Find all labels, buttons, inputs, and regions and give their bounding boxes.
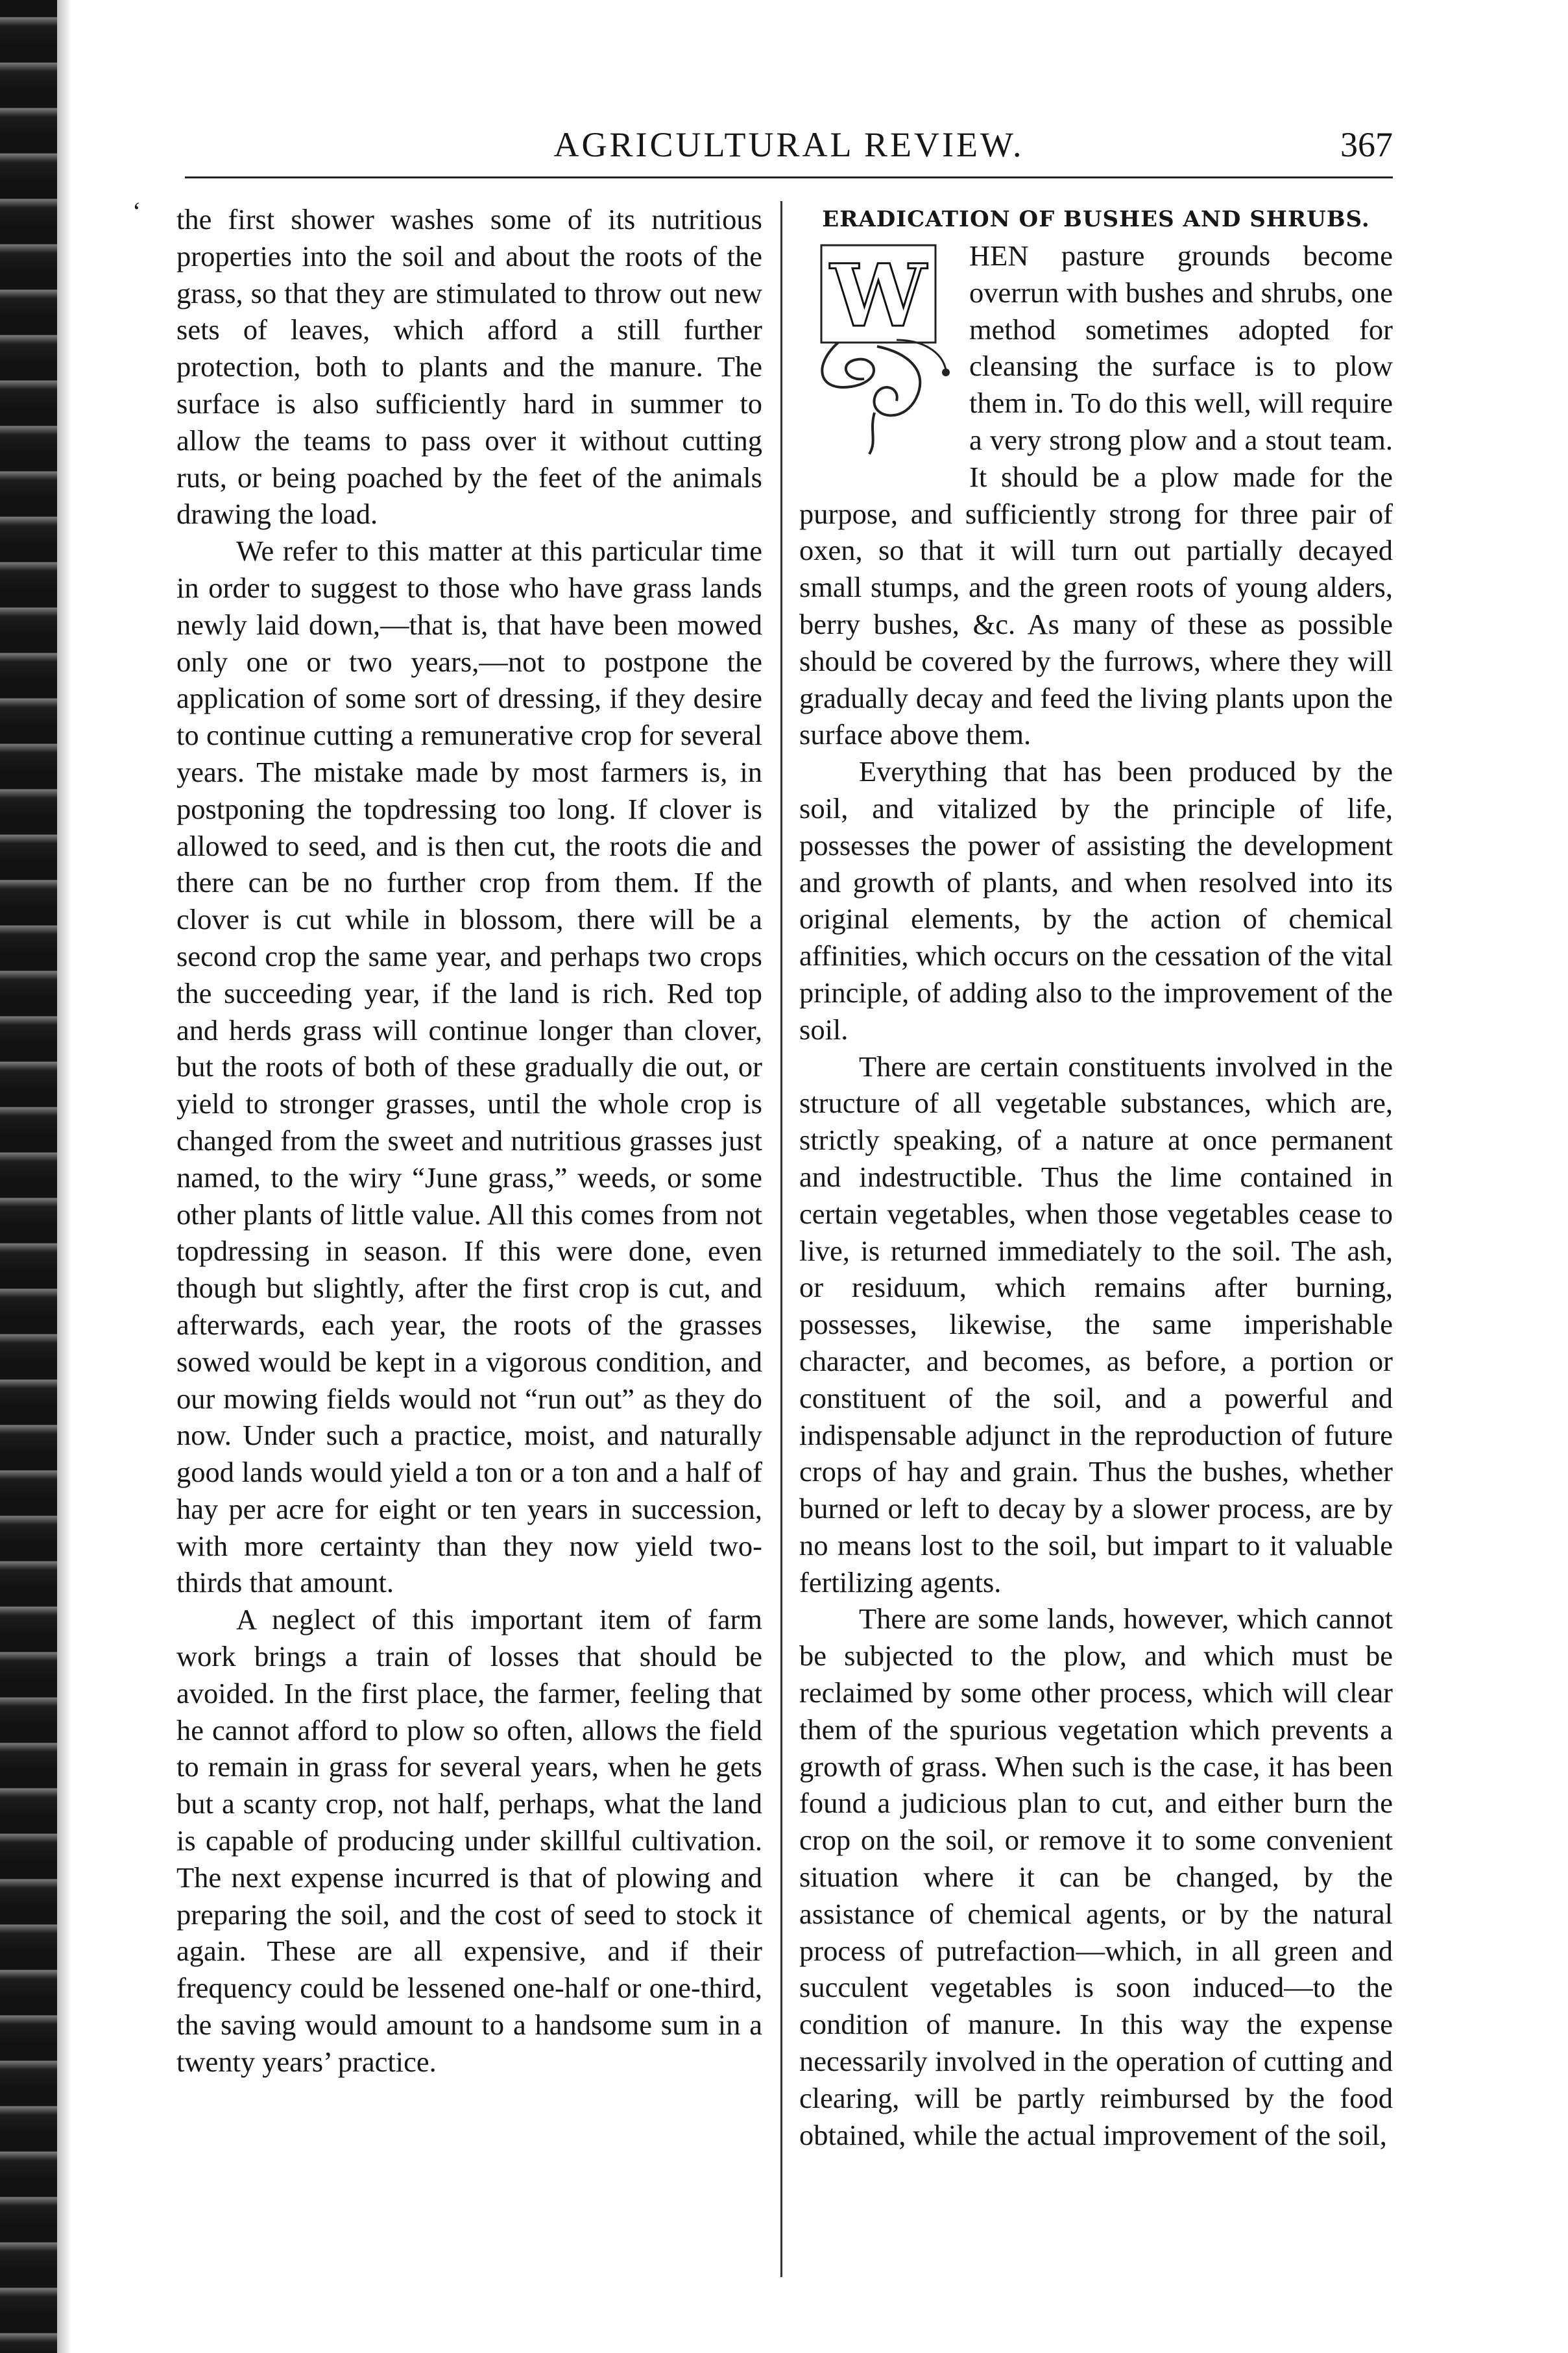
- paragraph: A neglect of this important item of farm work brings a train of losses that should be avoided. In the first place, the farmer, feeling that he cannot afford to plow so often, allows the field to remain in grass for several years, when he gets but a scanty crop, not half, perhaps, what the land is capable of producing under skillful cultivation. The next expense incurred is that of plowing and preparing the soil, and the cost of seed to stock it again. These are all expensive, and if their frequency could be lessened one-half or one-third, the saving would amount to a handsome sum in a twenty years’ practice.: [176, 1603, 762, 2078]
- page-number: 367: [1340, 125, 1393, 164]
- paragraph: There are certain constituents involved in the structure of all vegetable substances, which are, strictly speaking, of a nature at once permanent and indestructible. Thus the lime contained in certain vegetables, when those vegetables cease to live, is returned immediately to the soil. The ash, or residuum, which remains after burning, possesses, likewise, the same imperishable character, and becomes, as before, a portion or constituent of the soil, and a powerful and indispensable adjunct in the reproduction of future crops of hay and grain. Thus the bushes, whether burned or left to decay by a slower process, are by no means lost to the soil, but impart to it valuable fertilizing agents.: [799, 1050, 1393, 1599]
- paragraph: Everything that has been produced by the soil, and vitalized by the principle of life, possesses the power of assisting the development and growth of plants, and when resolved into its original elements, by the action of chemical affinities, which occurs on the cessation of the vital principle, of adding also to the improvement of the soil.: [799, 755, 1393, 1046]
- right-column: [799, 201, 1393, 2153]
- section-title: ERADICATION OF BUSHES AND SHRUBS.: [822, 206, 1370, 232]
- binding-edge: [0, 0, 57, 2353]
- paragraph: There are some lands, however, which cannot be subjected to the plow, and which must be reclaimed by some other process, which will clear them of the spurious vegetation which prevents a growth of grass. When such is the case, it has been found a judicious plan to cut, and either burn the crop on the soil, or remove it to some convenient situation where it can be changed, by the assistance of chemical agents, or by the natural process of putrefaction—which, in all green and succulent vegetables is soon induced—to the condition of manure. In this way the expense necessarily involved in the operation of cutting and clearing, will be partly reimbursed by the food obtained, while the actual improvement of the soil,: [799, 1602, 1393, 2151]
- margin-mark: ‘: [132, 197, 141, 226]
- binding-shadow: [57, 0, 71, 2353]
- opening-paragraph: HEN pasture grounds become overrun with bushes and shrubs, one method sometimes adopted for cleansing the surface is to plow them in. To do this well, will require a very strong plow and a stout team. It should be a plow made for the purpose, and sufficiently strong for three pair of oxen, so that it will turn out partially decayed small stumps, and the green roots of young alders, berry bushes, &c. As many of these as possible should be covered by the furrows, where they will gradually decay and feed the living plants upon the surface above them.: [799, 239, 1393, 751]
- dropcap-letter: W: [830, 246, 927, 346]
- paragraph: We refer to this matter at this particular time in order to suggest to those who have grass lands newly laid down,—that is, that have been mowed only one or two years,—not to postpone the application of some sort of dressing, if they desire to continue cutting a remunerative crop for several years. The mistake made by most farmers is, in postponing the topdressing too long. If clover is allowed to seed, and is then cut, the roots die and there can be no further crop from them. If the clover is cut while in blossom, there will be a second crop the same year, and perhaps two crops the succeeding year, if the land is rich. Red top and herds grass will continue longer than clover, but the roots of both of these gradually die out, or yield to stronger grasses, until the whole crop is changed from the sweet and nutritious grasses just named, to the wiry “June grass,” weeds, or some other plants of little value. All this comes from not topdressing in season. If this were done, even though but slightly, after the first crop is cut, and afterwards, each year, the roots of the grasses sowed would be kept in a vigorous condition, and our mowing fields would not “run out” as they do now. Under such a practice, moist, and naturally good lands would yield a ton or a ton and a half of hay per acre for eight or ten years in succession, with more certainty than they now yield two-thirds that amount.: [176, 535, 762, 1599]
- dropcap-ornament: [799, 243, 958, 458]
- left-column: [176, 201, 762, 2081]
- column-rule: [780, 201, 782, 2277]
- ornament-w-icon: [799, 243, 958, 458]
- running-head: AGRICULTURAL REVIEW.: [553, 125, 1024, 164]
- header-rule: [185, 176, 1393, 178]
- page-header: [185, 122, 1393, 167]
- paragraph: the first shower washes some of its nutritious properties into the soil and about the roots of the grass, so that they are stimulated to throw out new sets of leaves, which afford a still further protection, both to plants and the manure. The surface is also sufficiently hard in summer to allow the teams to pass over it without cutting ruts, or being poached by the feet of the animals drawing the load.: [176, 203, 762, 531]
